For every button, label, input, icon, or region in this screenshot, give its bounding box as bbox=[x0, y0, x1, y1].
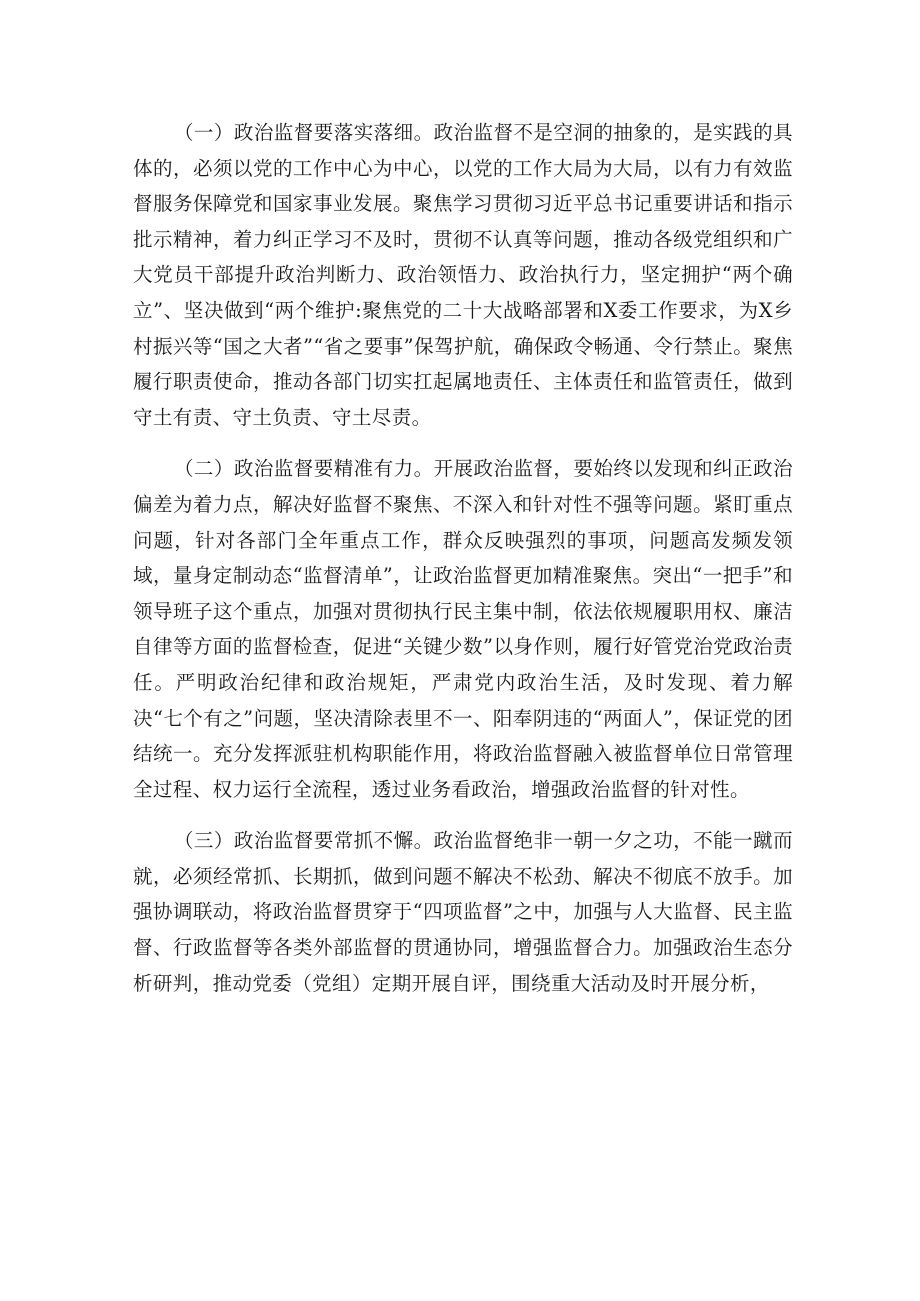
document-body bbox=[133, 115, 793, 1001]
paragraph-political-supervision-precision: （二）政治监督要精准有力。开展政治监督，要始终以发现和纠正政治偏差为着力点，解决好监督不聚焦、不深入和针对性不强等问题。紧盯重点问题，针对各部门全年重点工作，群众反映强烈的事项，问题高发频发领域，量身定制动态“监督清单”，让政治监督更加精准聚焦。突出“一把手”和领导班子这个重点，加强对贯彻执行民主集中制，依法依规履职用权、廉洁自律等方面的监督检查，促进“关键少数”以身作则，履行好管党治党政治责任。严明政治纪律和政治规矩，严肃党内政治生活，及时发现、着力解决“七个有之”问题，坚决清除表里不一、阳奉阴违的“两面人”，保证党的团结统一。充分发挥派驻机构职能作用，将政治监督融入被监督单位日常管理全过程、权力运行全流程，透过业务看政治，增强政治监督的针对性。 bbox=[133, 457, 793, 801]
paragraph-political-supervision-persistence: （三）政治监督要常抓不懈。政治监督绝非一朝一夕之功，不能一蹴而就，必须经常抓、长期抓，做到问题不解决不松劲、解决不彻底不放手。加强协调联动，将政治监督贯穿于“四项监督”之中，加强与人大监督、民主监督、行政监督等各类外部监督的贯通协同，增强监督合力。加强政治生态分析研判，推动党委（党组）定期开展自评，围绕重大活动及时开展分析， bbox=[133, 829, 793, 995]
paragraph-political-supervision-implementation: （一）政治监督要落实落细。政治监督不是空洞的抽象的，是实践的具体的，必须以党的工作中心为中心，以党的工作大局为大局，以有力有效监督服务保障党和国家事业发展。聚焦学习贯彻习近平总书记重要讲话和指示批示精神，着力纠正学习不及时，贯彻不认真等问题，推动各级党组织和广大党员干部提升政治判断力、政治领悟力、政治执行力，坚定拥护“两个确立”、坚决做到“两个维护:聚焦党的二十大战略部署和X委工作要求，为X乡村振兴等“国之大者”“省之要事”保驾护航，确保政令畅通、令行禁止。聚焦履行职责使命，推动各部门切实扛起属地责任、主体责任和监管责任，做到守土有责、守土负责、守土尽责。 bbox=[133, 121, 793, 429]
